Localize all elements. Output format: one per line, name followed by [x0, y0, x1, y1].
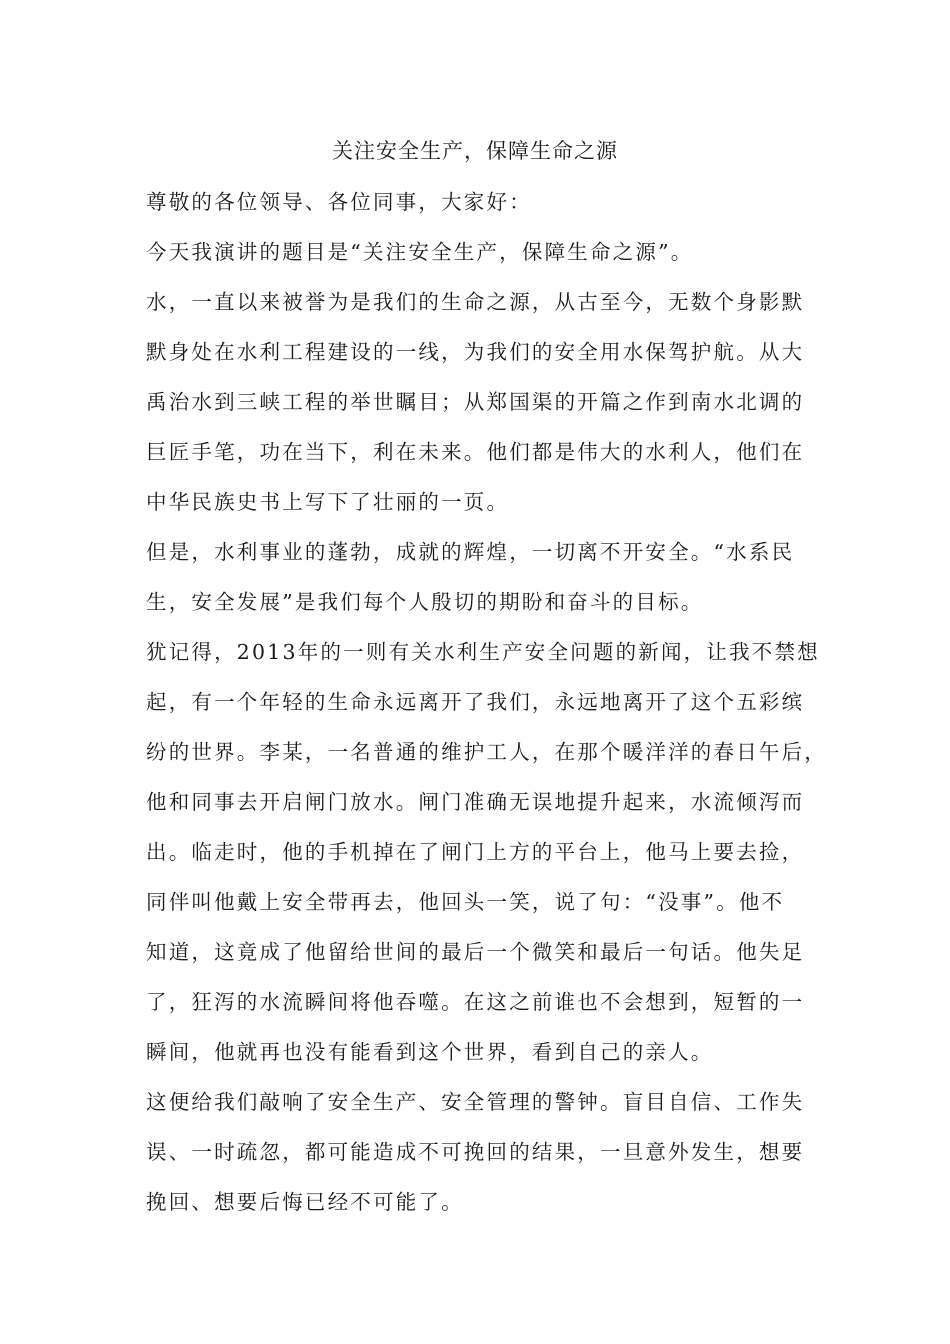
text-line: 巨匠手笔，功在当下，利在未来。他们都是伟大的水利人，他们在: [146, 440, 805, 464]
text-line: 他和同事去开启闸门放水。闸门准确无误地提升起来，水流倾泻而: [146, 790, 805, 814]
text-line: 挽回、想要后悔已经不可能了。: [146, 1190, 464, 1214]
text-line: 了，狂泻的水流瞬间将他吞噬。在这之前谁也不会想到，短暂的一: [146, 990, 805, 1014]
text-line: 纷的世界。李某，一名普通的维护工人，在那个暖洋洋的春日午后，: [146, 740, 827, 764]
text-line: 瞬间，他就再也没有能看到这个世界，看到自己的亲人。: [146, 1040, 714, 1064]
text-line: 同伴叫他戴上安全带再去，他回头一笑，说了句：“没事”。他不: [146, 890, 785, 914]
text-line: 默身处在水利工程建设的一线，为我们的安全用水保驾护航。从大: [146, 340, 805, 364]
text-line: 出。临走时，他的手机掉在了闸门上方的平台上，他马上要去捡，: [146, 840, 805, 864]
text-line: 今天我演讲的题目是“关注安全生产，保障生命之源”。: [146, 240, 694, 264]
text-line: 生，安全发展”是我们每个人殷切的期盼和奋斗的目标。: [146, 590, 704, 614]
text-line: 犹记得，2013年的一则有关水利生产安全问题的新闻，让我不禁想: [146, 640, 820, 664]
text-line: 尊敬的各位领导、各位同事，大家好：: [146, 190, 532, 214]
text-line: 禹治水到三峡工程的举世瞩目；从郑国渠的开篇之作到南水北调的: [146, 390, 805, 414]
text-line: 水，一直以来被誉为是我们的生命之源，从古至今，无数个身影默: [146, 290, 805, 314]
text-line: 知道，这竟成了他留给世间的最后一个微笑和最后一句话。他失足: [146, 940, 805, 964]
text-line: 起，有一个年轻的生命永远离开了我们，永远地离开了这个五彩缤: [146, 690, 805, 714]
text-line: 这便给我们敲响了安全生产、安全管理的警钟。盲目自信、工作失: [146, 1090, 805, 1114]
document-title: 关注安全生产，保障生命之源: [332, 139, 618, 163]
text-line: 中华民族史书上写下了壮丽的一页。: [146, 490, 510, 514]
text-line: 误、一时疏忽，都可能造成不可挽回的结果，一旦意外发生，想要: [146, 1140, 805, 1164]
text-line: 但是，水利事业的蓬勃，成就的辉煌，一切离不开安全。“水系民: [146, 540, 795, 564]
document-body: [146, 184, 826, 1234]
